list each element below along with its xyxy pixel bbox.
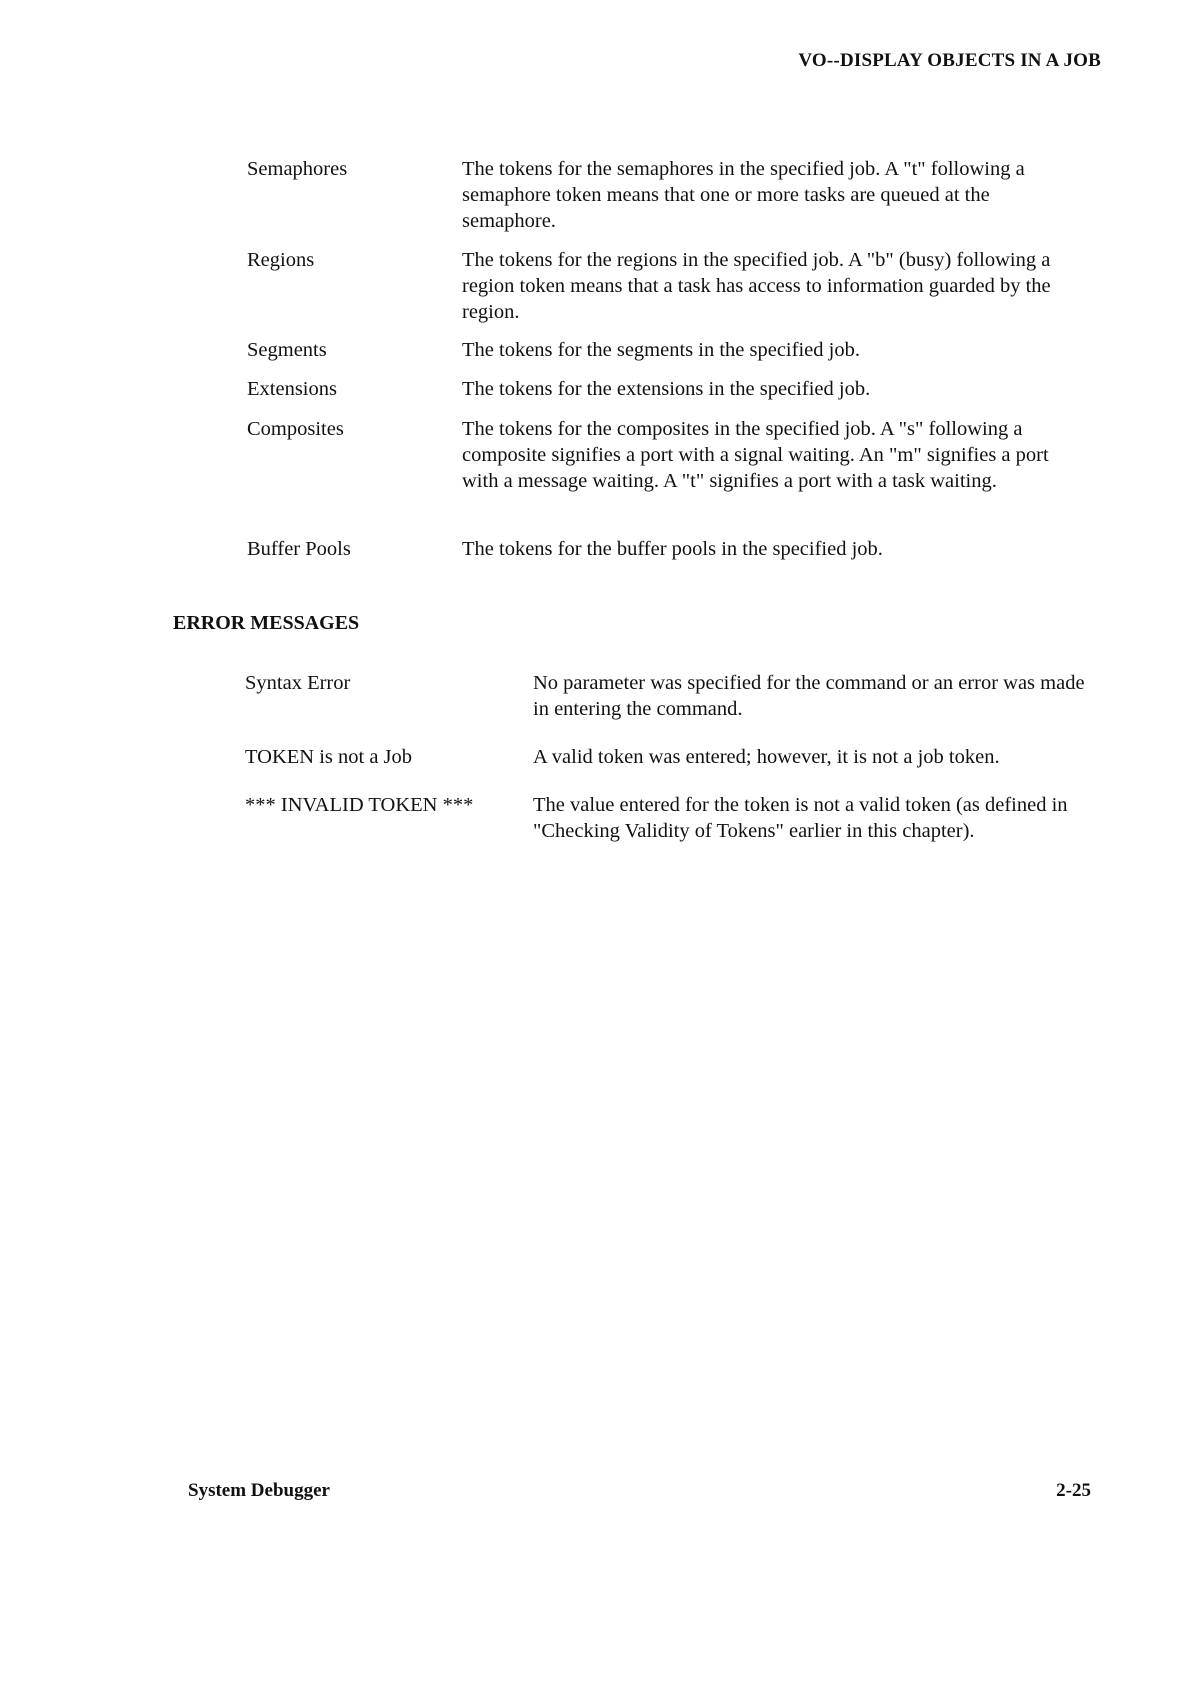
definition-description: The tokens for the buffer pools in the specified job.	[462, 538, 883, 560]
error-term: TOKEN is not a Job	[245, 746, 413, 768]
error-description: A valid token was entered; however, it is not a job token.	[533, 746, 1000, 768]
error-description: No parameter was specified for the command or an error was made in entering the command.	[533, 672, 1085, 720]
error-description: The value entered for the token is not a valid token (as defined in "Checking Validity of Tokens" earlier in this chapter).	[533, 794, 1068, 842]
definition-term: Composites	[247, 418, 344, 440]
definition-term: Semaphores	[247, 158, 348, 180]
definition-term: Extensions	[247, 378, 337, 400]
section-heading-error-messages: ERROR MESSAGES	[173, 612, 360, 634]
definition-description: The tokens for the composites in the specified job. A "s" following a composite signifies a port with a signal waiting. An "m" signifies a port with a message waiting. A "t" signifies a port with a task waiting.	[462, 418, 1049, 492]
definition-description: The tokens for the extensions in the specified job.	[462, 378, 871, 400]
definition-term: Buffer Pools	[247, 538, 351, 560]
definition-description: The tokens for the semaphores in the specified job. A "t" following a semaphore token means that one or more tasks are queued at the semaphore.	[462, 158, 1025, 232]
footer-manual-title: System Debugger	[188, 1480, 330, 1501]
error-term: *** INVALID TOKEN ***	[245, 794, 474, 816]
running-head: VO--DISPLAY OBJECTS IN A JOB	[798, 50, 1101, 71]
definition-description: The tokens for the segments in the specified job.	[462, 339, 860, 361]
definition-description: The tokens for the regions in the specified job. A "b" (busy) following a region token means that a task has access to information guarded by the region.	[462, 249, 1051, 323]
footer-page-number: 2-25	[1056, 1480, 1091, 1501]
definition-term: Segments	[247, 339, 327, 361]
definition-term: Regions	[247, 249, 315, 271]
error-term: Syntax Error	[245, 672, 351, 694]
